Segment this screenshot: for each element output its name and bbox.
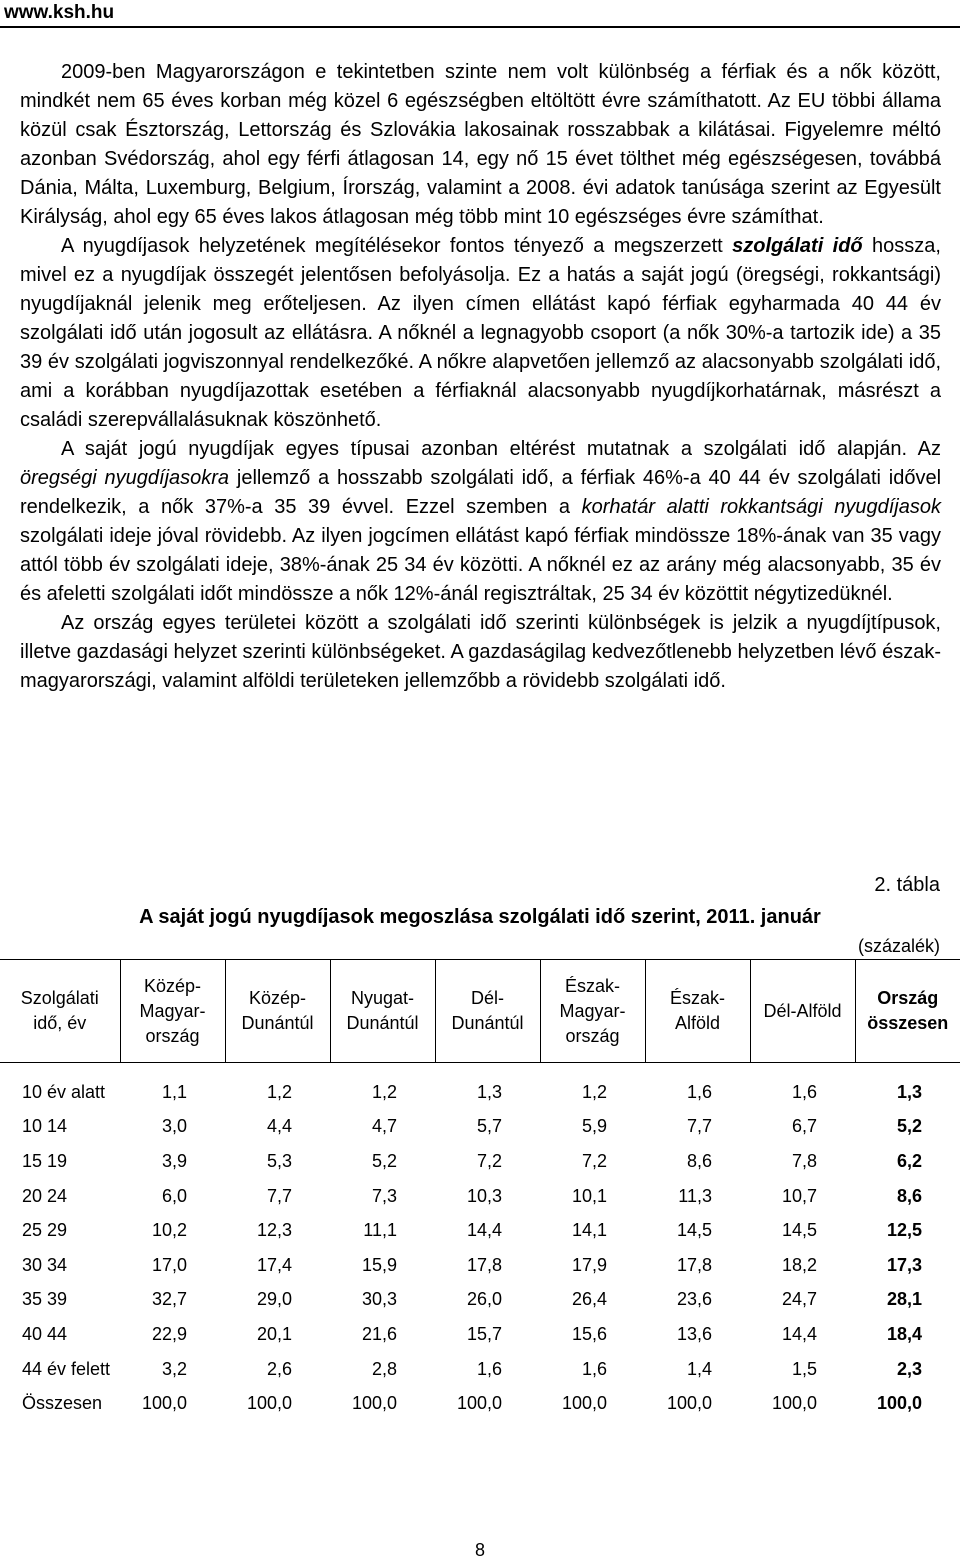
paragraph-segment: korhatár alatti rokkantsági nyugdíjasok bbox=[581, 496, 941, 518]
table-header-row bbox=[0, 960, 960, 1063]
table-cell: 2,3 bbox=[896, 1358, 922, 1379]
table-row bbox=[0, 1386, 960, 1421]
paragraph-segment: Az ország egyes területei között a szolgálati idő szerinti különbségek is jelzik a nyugdíjtípusok, illetve gazdasági helyzet szerinti különbségeket. A gazdaságilag kedvezőtlenebb helyzetben lévő észak-magyarországi, valamint alföldi területeken jellemzőbb a rövidebb szolgálati idő. bbox=[20, 612, 941, 692]
row-label: 35 39 bbox=[22, 1289, 68, 1310]
table-cell: 10,1 bbox=[571, 1185, 607, 1206]
table-cell: 100,0 bbox=[876, 1393, 922, 1414]
paragraph bbox=[20, 58, 941, 232]
table-cell: 1,3 bbox=[476, 1081, 502, 1102]
site-url[interactable]: www.ksh.hu bbox=[4, 2, 115, 23]
table-header-cell: Nyugat-Dunántúl bbox=[330, 960, 435, 1063]
table-cell: 30,3 bbox=[361, 1289, 397, 1310]
table-cell: 3,9 bbox=[161, 1150, 187, 1171]
row-label: 25 29 bbox=[22, 1220, 68, 1241]
table-cell: 17,3 bbox=[886, 1254, 922, 1275]
paragraph-segment: A nyugdíjasok helyzetének megítélésekor fontos tényező a megszerzett bbox=[61, 235, 733, 257]
table-cell: 14,4 bbox=[466, 1220, 502, 1241]
table-cell: 23,6 bbox=[676, 1289, 712, 1310]
table-number: 2. tábla bbox=[874, 874, 940, 896]
table-cell: 11,3 bbox=[678, 1185, 712, 1206]
table-cell: 4,4 bbox=[266, 1116, 292, 1137]
table-cell: 7,7 bbox=[266, 1185, 292, 1206]
table-cell: 100,0 bbox=[246, 1393, 292, 1414]
table-header-cell: Észak-Magyar-ország bbox=[540, 960, 645, 1063]
table-cell: 6,0 bbox=[161, 1185, 187, 1206]
table-header-cell: Dél-Alföld bbox=[750, 960, 855, 1063]
table-cell: 10,2 bbox=[151, 1220, 187, 1241]
table-row bbox=[0, 1063, 960, 1110]
table-cell: 11,1 bbox=[363, 1220, 397, 1241]
table-cell: 7,7 bbox=[686, 1116, 712, 1137]
paragraph-segment: hossza, mivel ez a nyugdíjak összegét jelentősen befolyásolja. Ez a hatás a saját jogú (öregségi, rokkantsági) nyugdíjaknál jelenik meg erőteljesen. Az ilyen címen ellátást kapó férfiak egyharmada 40 44 év szolgálati idő után jogosult az ellátásra. A nőknél a legnagyobb csoport (a nők 30%-a tartozik ide) a 35 39 év szolgálati jogviszonnyal rendelkezőké. A nőkre alapvetően jellemző az alacsonyabb szolgálati idő, ami a korábban nyugdíjazottak esetében a férfiaknál alacsonyabb nyugdíjkorhatárnak, másrészt a családi szerepvállalásuknak köszönhető. bbox=[20, 235, 941, 431]
table-cell: 15,9 bbox=[361, 1254, 397, 1275]
table-cell: 1,6 bbox=[791, 1081, 817, 1102]
row-label: 40 44 bbox=[22, 1323, 68, 1344]
table-row bbox=[0, 1352, 960, 1387]
table-cell: 14,4 bbox=[781, 1323, 817, 1344]
table-cell: 6,7 bbox=[791, 1116, 817, 1137]
table-cell: 24,7 bbox=[781, 1289, 817, 1310]
table-cell: 5,2 bbox=[896, 1116, 922, 1137]
table-cell: 4,7 bbox=[371, 1116, 397, 1137]
table-cell: 12,5 bbox=[886, 1220, 922, 1241]
table-header-cell: Szolgálati idő, év bbox=[0, 960, 120, 1063]
paragraph-segment: jellemző a hosszabb szolgálati idő, a férfiak 46%-a 40 44 év szolgálati idővel rendelkezik, a nők 37%-a 35 39 évvel. Ezzel szemben a bbox=[20, 467, 942, 518]
table-cell: 3,0 bbox=[161, 1116, 187, 1137]
table-cell: 5,3 bbox=[266, 1150, 292, 1171]
table-cell: 1,2 bbox=[371, 1081, 397, 1102]
table-cell: 18,2 bbox=[781, 1254, 817, 1275]
table-cell: 7,2 bbox=[476, 1150, 502, 1171]
table-cell: 17,9 bbox=[571, 1254, 607, 1275]
table-cell: 2,8 bbox=[371, 1358, 397, 1379]
table-row bbox=[0, 1317, 960, 1352]
body-text bbox=[20, 58, 941, 696]
paragraph bbox=[20, 435, 941, 609]
table-cell: 1,4 bbox=[686, 1358, 712, 1379]
table-cell: 5,7 bbox=[476, 1116, 502, 1137]
row-label: 15 19 bbox=[22, 1150, 68, 1171]
table-header-cell: Észak-Alföld bbox=[645, 960, 750, 1063]
table-header-cell: Közép-Magyar-ország bbox=[120, 960, 225, 1063]
table-header-cell: Közép-Dunántúl bbox=[225, 960, 330, 1063]
row-label: 20 24 bbox=[22, 1185, 68, 1206]
table-cell: 100,0 bbox=[771, 1393, 817, 1414]
table-cell: 1,6 bbox=[476, 1358, 502, 1379]
table-cell: 1,6 bbox=[581, 1358, 607, 1379]
paragraph-segment: szolgálati idő bbox=[732, 235, 863, 257]
table-cell: 12,3 bbox=[256, 1220, 292, 1241]
table-header-cell: Dél-Dunántúl bbox=[435, 960, 540, 1063]
table-cell: 8,6 bbox=[686, 1150, 712, 1171]
table-row bbox=[0, 1213, 960, 1248]
table-cell: 7,2 bbox=[581, 1150, 607, 1171]
row-label: 30 34 bbox=[22, 1254, 68, 1275]
table-cell: 17,4 bbox=[256, 1254, 292, 1275]
table-cell: 1,5 bbox=[791, 1358, 817, 1379]
paragraph bbox=[20, 609, 941, 696]
table-cell: 14,5 bbox=[781, 1220, 817, 1241]
table-cell: 100,0 bbox=[141, 1393, 187, 1414]
table-cell: 2,6 bbox=[266, 1358, 292, 1379]
row-label: 10 év alatt bbox=[22, 1081, 106, 1102]
table-body bbox=[0, 1063, 960, 1421]
table-cell: 1,3 bbox=[896, 1081, 922, 1102]
table-cell: 10,3 bbox=[466, 1185, 502, 1206]
table-cell: 8,6 bbox=[896, 1185, 922, 1206]
table-cell: 10,7 bbox=[781, 1185, 817, 1206]
table-cell: 26,0 bbox=[466, 1289, 502, 1310]
table-cell: 17,8 bbox=[676, 1254, 712, 1275]
table-cell: 13,6 bbox=[676, 1323, 712, 1344]
header-rule bbox=[0, 26, 960, 28]
table-cell: 28,1 bbox=[886, 1289, 922, 1310]
paragraph-segment: A saját jogú nyugdíjak egyes típusai azonban eltérést mutatnak a szolgálati idő alapján. Az bbox=[61, 438, 941, 460]
table-cell: 15,6 bbox=[571, 1323, 607, 1344]
table-title: A saját jogú nyugdíjasok megoszlása szolgálati idő szerint, 2011. január bbox=[139, 906, 821, 928]
table-cell: 32,7 bbox=[151, 1289, 187, 1310]
table-row bbox=[0, 1144, 960, 1179]
table-row bbox=[0, 1110, 960, 1145]
paragraph bbox=[20, 232, 941, 435]
table-cell: 100,0 bbox=[351, 1393, 397, 1414]
table-cell: 15,7 bbox=[466, 1323, 502, 1344]
table-cell: 20,1 bbox=[256, 1323, 292, 1344]
table-row bbox=[0, 1283, 960, 1318]
table-cell: 1,6 bbox=[686, 1081, 712, 1102]
table-cell: 7,8 bbox=[791, 1150, 817, 1171]
table-cell: 18,4 bbox=[886, 1323, 922, 1344]
table-cell: 1,2 bbox=[266, 1081, 292, 1102]
table-cell: 1,2 bbox=[581, 1081, 607, 1102]
row-label: 44 év felett bbox=[22, 1358, 111, 1379]
paragraph-segment: öregségi nyugdíjasokra bbox=[20, 467, 230, 489]
table-cell: 7,3 bbox=[371, 1185, 397, 1206]
table-row bbox=[0, 1179, 960, 1214]
table-cell: 5,9 bbox=[581, 1116, 607, 1137]
table-cell: 5,2 bbox=[371, 1150, 397, 1171]
table-cell: 17,0 bbox=[151, 1254, 187, 1275]
page-number: 8 bbox=[474, 1540, 485, 1560]
table-cell: 14,1 bbox=[571, 1220, 607, 1241]
table-cell: 26,4 bbox=[571, 1289, 607, 1310]
table-cell: 100,0 bbox=[561, 1393, 607, 1414]
row-label: 10 14 bbox=[22, 1116, 68, 1137]
table-cell: 100,0 bbox=[666, 1393, 712, 1414]
table-cell: 1,1 bbox=[161, 1081, 187, 1102]
row-label: Összesen bbox=[22, 1393, 103, 1414]
paragraph-segment: szolgálati ideje jóval rövidebb. Az ilyen jogcímen ellátást kapó férfiak mindössze 18%-ának van 35 vagy attól több év szolgálati ideje, 38%-ának 25 34 év közötti. A nőknél ez az arány még alacsonyabb, 35 év és afeletti szolgálati időt mindössze a nők 12%-ánál regisztráltak, 25 34 év közöttit négytizedüknél. bbox=[20, 525, 941, 605]
table-cell: 3,2 bbox=[161, 1358, 187, 1379]
table-cell: 17,8 bbox=[466, 1254, 502, 1275]
table-cell: 29,0 bbox=[256, 1289, 292, 1310]
table-cell: 22,9 bbox=[151, 1323, 187, 1344]
table-cell: 14,5 bbox=[676, 1220, 712, 1241]
paragraph-segment: 2009-ben Magyarországon e tekintetben szinte nem volt különbség a férfiak és a nők között, mindkét nem 65 éves korban még közel 6 egészségben eltöltött évre számíthatott. Az EU többi állama közül csak Észtország, Lettország és Szlovákia lakosainak rosszabbak a kilátásai. Figyelemre méltó azonban Svédország, ahol egy férfi átlagosan 14, egy nő 15 évet tölthet még egészségesen, továbbá Dánia, Málta, Luxemburg, Belgium, Írország, valamint a 2008. évi adatok tanúsága szerint az Egyesült Királyság, ahol egy 65 éves lakos átlagosan még több mint 10 egészséges évre számíthat. bbox=[20, 61, 941, 228]
table-cell: 100,0 bbox=[456, 1393, 502, 1414]
data-table bbox=[0, 959, 960, 1421]
table-unit: (százalék) bbox=[857, 936, 940, 956]
table-row bbox=[0, 1248, 960, 1283]
table-header-cell: Ország összesen bbox=[855, 960, 960, 1063]
table-cell: 6,2 bbox=[896, 1150, 922, 1171]
table-cell: 21,6 bbox=[361, 1323, 397, 1344]
